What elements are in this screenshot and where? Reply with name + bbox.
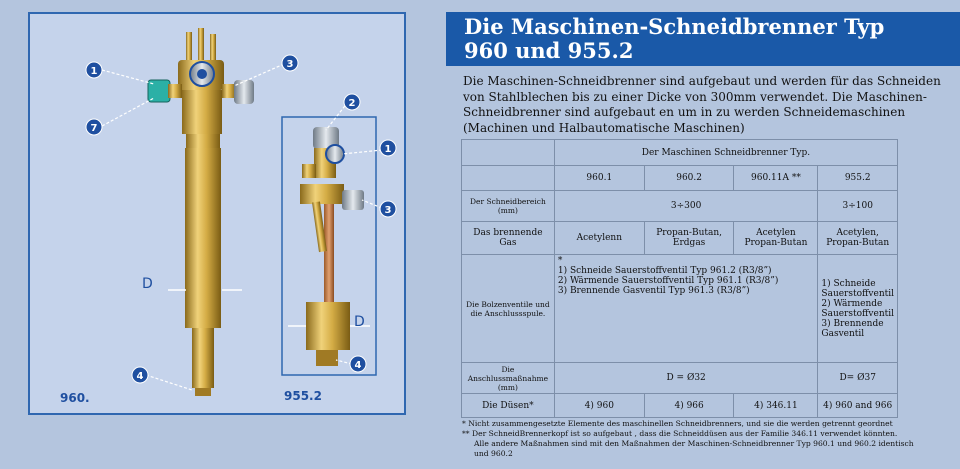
valves-955-line-2: 2) Wärmende Sauerstoffventil [821, 298, 894, 319]
callout-1-960 [86, 62, 102, 78]
callout-4-955 [350, 356, 366, 372]
valves-960-star: * [557, 256, 563, 266]
svg-text:2: 2 [348, 98, 356, 109]
range-955: 3÷100 [818, 191, 898, 222]
valves-955-line-3: 3) Brennende Gasventil [821, 318, 884, 339]
gas-960-11a: Acetylen Propan-Butan [734, 222, 818, 255]
callout-3-960 [282, 55, 298, 71]
page-title [446, 12, 960, 66]
conn-label: Die Anschlussmaßnahme (mm) [462, 363, 555, 394]
conn-960: D = Ø32 [554, 363, 818, 394]
illustration-panel [28, 12, 406, 415]
footnote-3: Alle andere Maßnahmen sind mit den Maßnahmen der Maschinen-Schneidbrenner Typ 960.1 und 960.2 identisch [474, 439, 914, 448]
callout-2-955 [344, 94, 360, 110]
footnote-4: und 960.2 [474, 449, 513, 458]
dim-label-960: D [142, 276, 153, 292]
torch-955 [300, 127, 364, 366]
table-header: Der Maschinen Schneidbrenner Typ. [554, 140, 897, 166]
model-label-955: 955.2 [284, 389, 322, 403]
footnote-1: * Nicht zusammengesetzte Elemente des maschinellen Schneidbrenners, und sie die werden getrennt geordnet [462, 419, 893, 428]
torch-960 [148, 28, 254, 396]
nozzle-955-2: 4) 960 and 966 [818, 394, 898, 418]
valves-960-line-1: 1) Schneide Sauerstoffventil Typ 961.2 (R3/8”) [557, 266, 772, 276]
table-corner-2 [462, 166, 555, 191]
valves-960-line-2: 2) Wärmende Sauerstoffventil Typ 961.1 (R3/8”) [557, 276, 779, 286]
valves-955 [818, 255, 898, 363]
dim-label-955: D [354, 314, 365, 330]
valves-955-line-1: 1) Schneide Sauerstoffventil [821, 278, 894, 299]
intro-paragraph: Die Maschinen-Schneidbrenner sind aufgebaut und werden für das Schneiden von Stahlblechen bis zu einer Dicke von 300mm verwendet. Die Maschinen-Schneidbrenner sind aufgebaut en um in zu werden Schneidemaschinen (Machinen und Halbautomatische Maschinen) [463, 74, 941, 135]
valves-960 [554, 255, 818, 363]
svg-text:3: 3 [286, 59, 294, 70]
svg-text:4: 4 [136, 371, 144, 382]
callout-4-960 [132, 367, 148, 383]
title-line-1: Die Maschinen-Schneidbrenner Typ [464, 14, 885, 39]
valves-960-line-3: 3) Brennende Gasventil Typ 961.3 (R3/8”) [557, 286, 750, 296]
nozzle-label: Die Düsen* [462, 394, 555, 418]
title-line-2: 960 und 955.2 [464, 38, 634, 63]
callout-7-960 [86, 119, 102, 135]
spec-table [461, 139, 898, 418]
nozzle-960-11a: 4) 346.11 [734, 394, 818, 418]
svg-text:4: 4 [354, 360, 362, 371]
type-955-2: 955.2 [818, 166, 898, 191]
callout-1-955 [380, 140, 396, 156]
range-label: Der Schneidbereich (mm) [462, 191, 555, 222]
type-960-2: 960.2 [644, 166, 734, 191]
type-960-11a: 960.11A ** [734, 166, 818, 191]
gas-960-2: Propan-Butan, Erdgas [644, 222, 734, 255]
footnotes [462, 419, 942, 459]
svg-text:3: 3 [384, 205, 392, 216]
gas-955-2: Acetylen, Propan-Butan [818, 222, 898, 255]
nozzle-960-2: 4) 966 [644, 394, 734, 418]
nozzle-960-1: 4) 960 [554, 394, 644, 418]
table-corner [462, 140, 555, 166]
svg-text:1: 1 [90, 66, 98, 77]
torch-illustration [30, 14, 404, 413]
svg-text:1: 1 [384, 144, 392, 155]
gas-label: Das brennende Gas [462, 222, 555, 255]
type-960-1: 960.1 [554, 166, 644, 191]
model-label-960: 960. [60, 391, 90, 405]
gas-960-1: Acetylenn [554, 222, 644, 255]
svg-text:7: 7 [90, 123, 98, 134]
range-960: 3÷300 [554, 191, 818, 222]
callout-3-955 [380, 201, 396, 217]
valves-label: Die Bolzenventile und die Anschlussspule. [462, 255, 555, 363]
footnote-2: ** Der SchneidBrennerkopf ist so aufgebaut , dass die Schneiddüsen aus der Familie 346.11 verwendet könnten. [462, 429, 898, 438]
conn-955: D= Ø37 [818, 363, 898, 394]
